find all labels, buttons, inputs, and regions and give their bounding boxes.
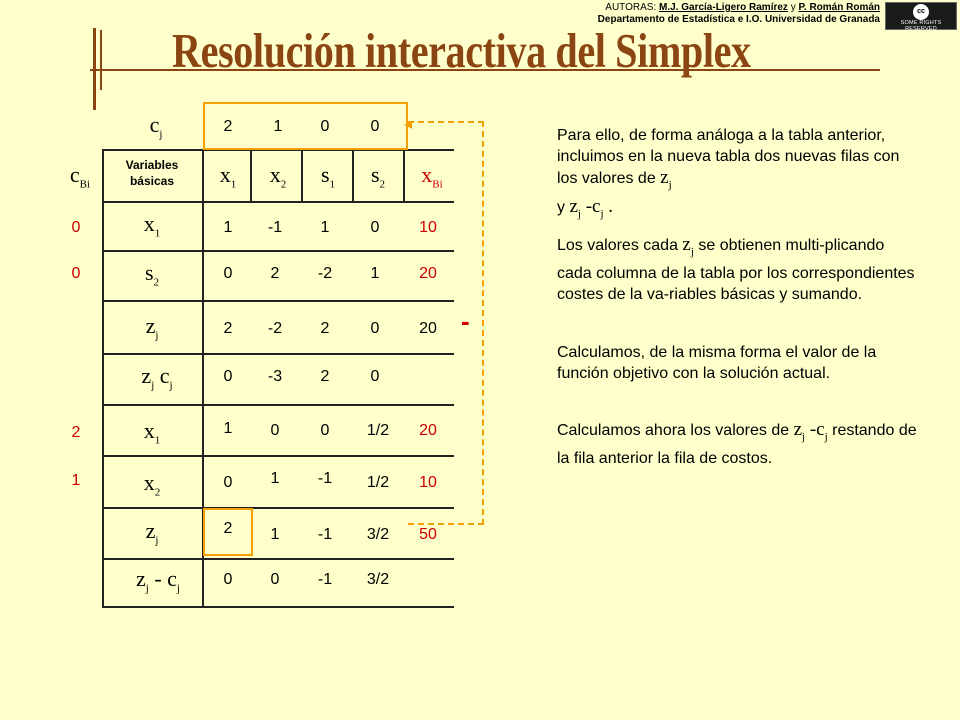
grid-line: [104, 606, 454, 608]
explanation-paragraph-2: Los valores cada $z_j$ se obtienen multi-plicando cada columna de la tabla por los correspondientes costes de la va-riables básicas y sumando.: [557, 234, 915, 303]
authors-and: y: [787, 2, 799, 13]
page-title: Resolución interactiva del Simplex: [172, 23, 751, 78]
explanation-paragraph-4: Calculamos ahora los valores de $z_j$ $-c_j$ restando de la fila anterior la fila de costos.: [557, 419, 917, 467]
cb-value: 0: [71, 219, 81, 236]
xb-value: 20: [419, 422, 437, 439]
cj-value: 2: [223, 118, 233, 135]
zj-cj-value: 0: [270, 571, 280, 588]
cc-license-badge[interactable]: [885, 2, 957, 30]
zj-cj-value: 0: [223, 571, 233, 588]
grid-line: [352, 149, 354, 201]
basic-var: $s_2$: [144, 260, 160, 289]
xb-value: 10: [419, 474, 437, 491]
explanation-paragraph-1: Para ello, de forma análoga a la tabla anterior, incluimos en la nueva tabla dos nuevas filas con los valores de $z_j$ y $z_j$ $-c_j$ .: [557, 127, 900, 220]
tableau-cell: 1: [320, 219, 330, 236]
header-s2: $s_2$: [370, 162, 386, 191]
grid-line: [403, 149, 405, 201]
tableau-cell: 1: [223, 420, 233, 437]
cb-label: $c_{Bi}$: [69, 162, 91, 191]
tableau-cell: 1/2: [366, 422, 390, 439]
dashed-connector-arrow: [408, 121, 484, 525]
explanation-paragraph-3: Calculamos, de la misma forma el valor de la función objetivo con la solución actual.: [557, 344, 877, 382]
zj-value: -2: [267, 320, 283, 337]
zj-cj-label: $z_j$ $c_j$: [141, 363, 173, 392]
zj-cj-value: 3/2: [366, 571, 390, 588]
tableau-cell: 0: [223, 265, 233, 282]
authors-prefix: AUTORAS:: [605, 2, 659, 13]
zj-label: $z_j$: [145, 313, 159, 342]
zj-minus-cj-label: $z_j - c_j$: [136, 566, 180, 595]
xb-value: 10: [419, 219, 437, 236]
zj-value: 3/2: [366, 526, 390, 543]
zj-label: $z_j$: [145, 518, 159, 547]
tableau-cell: -1: [317, 470, 333, 487]
cj-value: 0: [320, 118, 330, 135]
zj-value: 0: [370, 320, 380, 337]
basic-var: $x_1$: [143, 211, 161, 240]
header-s1: $s_1$: [320, 162, 336, 191]
grid-line: [104, 201, 454, 203]
grid-line: [104, 404, 454, 406]
grid-line: [104, 250, 454, 252]
objective-value: 50: [419, 526, 437, 543]
header-xb: $x_{Bi}$: [421, 162, 443, 191]
cj-value: 1: [273, 118, 283, 135]
tableau-cell: 1: [270, 470, 280, 487]
cj-label: $c_j$: [149, 112, 163, 141]
tableau-cell: 0: [223, 474, 233, 491]
header-x1: $x_1$: [219, 162, 237, 191]
grid-line: [250, 149, 252, 201]
zj-value: 2: [223, 520, 233, 537]
tableau-cell: 0: [270, 422, 280, 439]
minus-sign: -: [461, 306, 470, 336]
grid-line: [104, 353, 454, 355]
cb-value: 0: [71, 265, 81, 282]
zj-cj-value: -3: [267, 368, 283, 385]
tableau-cell: 0: [320, 422, 330, 439]
zj-cj-value: 0: [370, 368, 380, 385]
grid-line: [104, 455, 454, 457]
zj-cj-value: 0: [223, 368, 233, 385]
arrow-left-icon: ◂: [404, 116, 413, 133]
zj-value: 2: [320, 320, 330, 337]
zj-value: 1: [270, 526, 280, 543]
grid-line: [104, 507, 454, 509]
author1-link[interactable]: M.J. García-Ligero Ramírez: [659, 2, 788, 13]
cb-value: 1: [71, 472, 81, 489]
zj-cj-value: -1: [317, 571, 333, 588]
objective-value: 20: [419, 320, 437, 337]
title-decoration-vertical-2: [100, 30, 102, 90]
department: Departamento de Estadística e I.O. Universidad de Granada: [597, 14, 880, 25]
tableau-cell: 2: [270, 265, 280, 282]
tableau-cell: 1: [223, 219, 233, 236]
tableau-cell: -2: [317, 265, 333, 282]
variables-basicas-header: Variables básicas: [125, 158, 179, 188]
xb-value: 20: [419, 265, 437, 282]
grid-line: [102, 149, 104, 608]
zj-value: -1: [317, 526, 333, 543]
tableau-cell: 1: [370, 265, 380, 282]
grid-line: [301, 149, 303, 201]
basic-var: $x_2$: [143, 470, 161, 499]
cj-value: 0: [370, 118, 380, 135]
cc-icon: cc: [913, 4, 929, 20]
tableau-cell: -1: [267, 219, 283, 236]
author2-link[interactable]: P. Román Román: [798, 2, 880, 13]
header-x2: $x_2$: [269, 162, 287, 191]
tableau-cell: 0: [370, 219, 380, 236]
grid-line: [104, 558, 454, 560]
tableau-cell: 1/2: [366, 474, 390, 491]
zj-value: 2: [223, 320, 233, 337]
cb-value: 2: [71, 424, 81, 441]
zj-cj-value: 2: [320, 368, 330, 385]
basic-var: $x_1$: [143, 418, 161, 447]
license-text: SOME RIGHTS RESERVED: [900, 20, 942, 32]
grid-line: [104, 300, 454, 302]
